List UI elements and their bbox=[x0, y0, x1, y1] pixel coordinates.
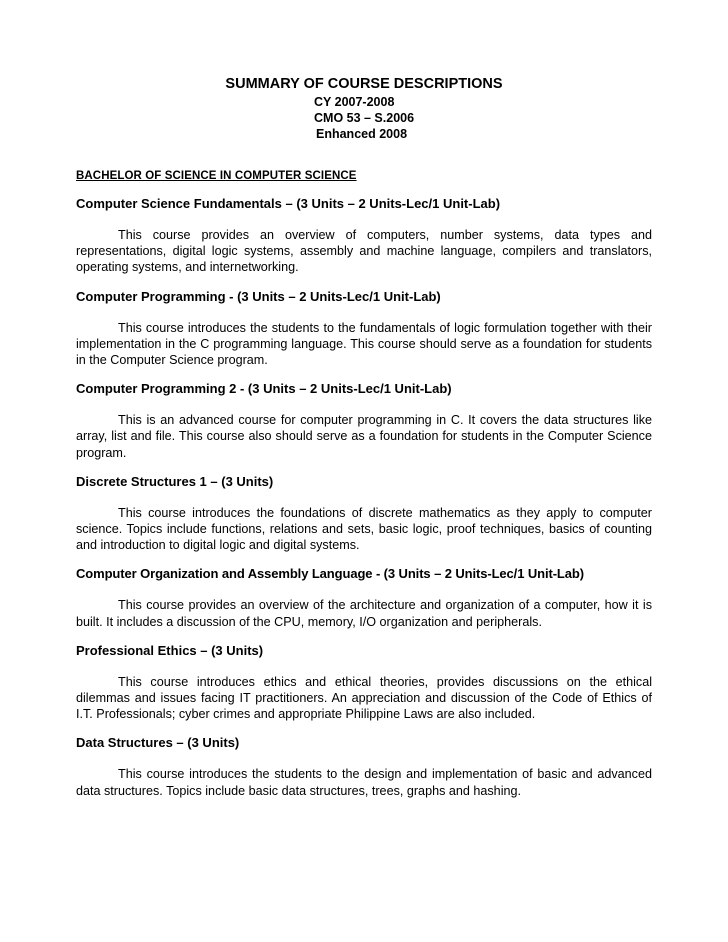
course-computer-organization bbox=[76, 566, 652, 629]
header-line-cmo: CMO 53 – S.2006 bbox=[314, 111, 415, 125]
course-computer-programming-2 bbox=[76, 381, 652, 461]
course-data-structures bbox=[76, 735, 652, 798]
course-title: Computer Programming - (3 Units – 2 Units-Lec/1 Unit-Lab) bbox=[76, 288, 441, 304]
course-list bbox=[76, 196, 652, 812]
course-cs-fundamentals bbox=[76, 196, 652, 276]
course-title: Computer Organization and Assembly Language - (3 Units – 2 Units-Lec/1 Unit-Lab) bbox=[76, 566, 584, 582]
course-title: Professional Ethics – (3 Units) bbox=[76, 642, 264, 658]
document-title: SUMMARY OF COURSE DESCRIPTIONS bbox=[225, 76, 503, 92]
course-description: This course provides an overview of the architecture and organization of a computer, how it is built. It includes a discussion of the CPU, memory, I/O organization and peripherals. bbox=[76, 598, 652, 629]
course-description: This course introduces the students to the fundamentals of logic formulation together with their implementation in the C programming language. This course should serve as a foundation for students in the Computer Science program. bbox=[76, 320, 652, 368]
course-discrete-structures-1 bbox=[76, 474, 652, 554]
course-title: Discrete Structures 1 – (3 Units) bbox=[76, 473, 274, 489]
course-description: This course introduces the students to the design and implementation of basic and advanced data structures. Topics include basic data structures, trees, graphs and hashing. bbox=[76, 767, 652, 798]
document-subheader bbox=[0, 94, 728, 142]
course-professional-ethics bbox=[76, 643, 652, 723]
course-description: This course introduces the foundations of discrete mathematics as they apply to computer science. Topics include functions, relations and sets, basic logic, proof techniques, basics of counting and introduction to digital logic and digital systems. bbox=[76, 505, 652, 553]
course-title: Computer Programming 2 - (3 Units – 2 Units-Lec/1 Unit-Lab) bbox=[76, 381, 452, 397]
course-title: Data Structures – (3 Units) bbox=[76, 735, 240, 751]
course-description: This is an advanced course for computer programming in C. It covers the data structures like array, list and file. This course also should serve as a foundation for students in the Computer Science program. bbox=[76, 413, 652, 460]
header-line-enhanced: Enhanced 2008 bbox=[316, 127, 408, 141]
course-description: This course introduces ethics and ethical theories, provides discussions on the ethical dilemmas and issues facing IT practitioners. An appreciation and discussion of the Code of Ethics of I.T. Professionals; cyber crimes and appropriate Philippine Laws are also included. bbox=[76, 674, 652, 722]
program-heading: BACHELOR OF SCIENCE IN COMPUTER SCIENCE bbox=[76, 170, 357, 182]
header-line-year: CY 2007-2008 bbox=[314, 95, 395, 109]
course-description: This course provides an overview of computers, number systems, data types and representations, digital logic systems, assembly and machine language, compilers and translators, operating systems, and internetworking. bbox=[76, 228, 652, 275]
course-title: Computer Science Fundamentals – (3 Units – 2 Units-Lec/1 Unit-Lab) bbox=[76, 196, 501, 211]
course-computer-programming bbox=[76, 289, 652, 369]
